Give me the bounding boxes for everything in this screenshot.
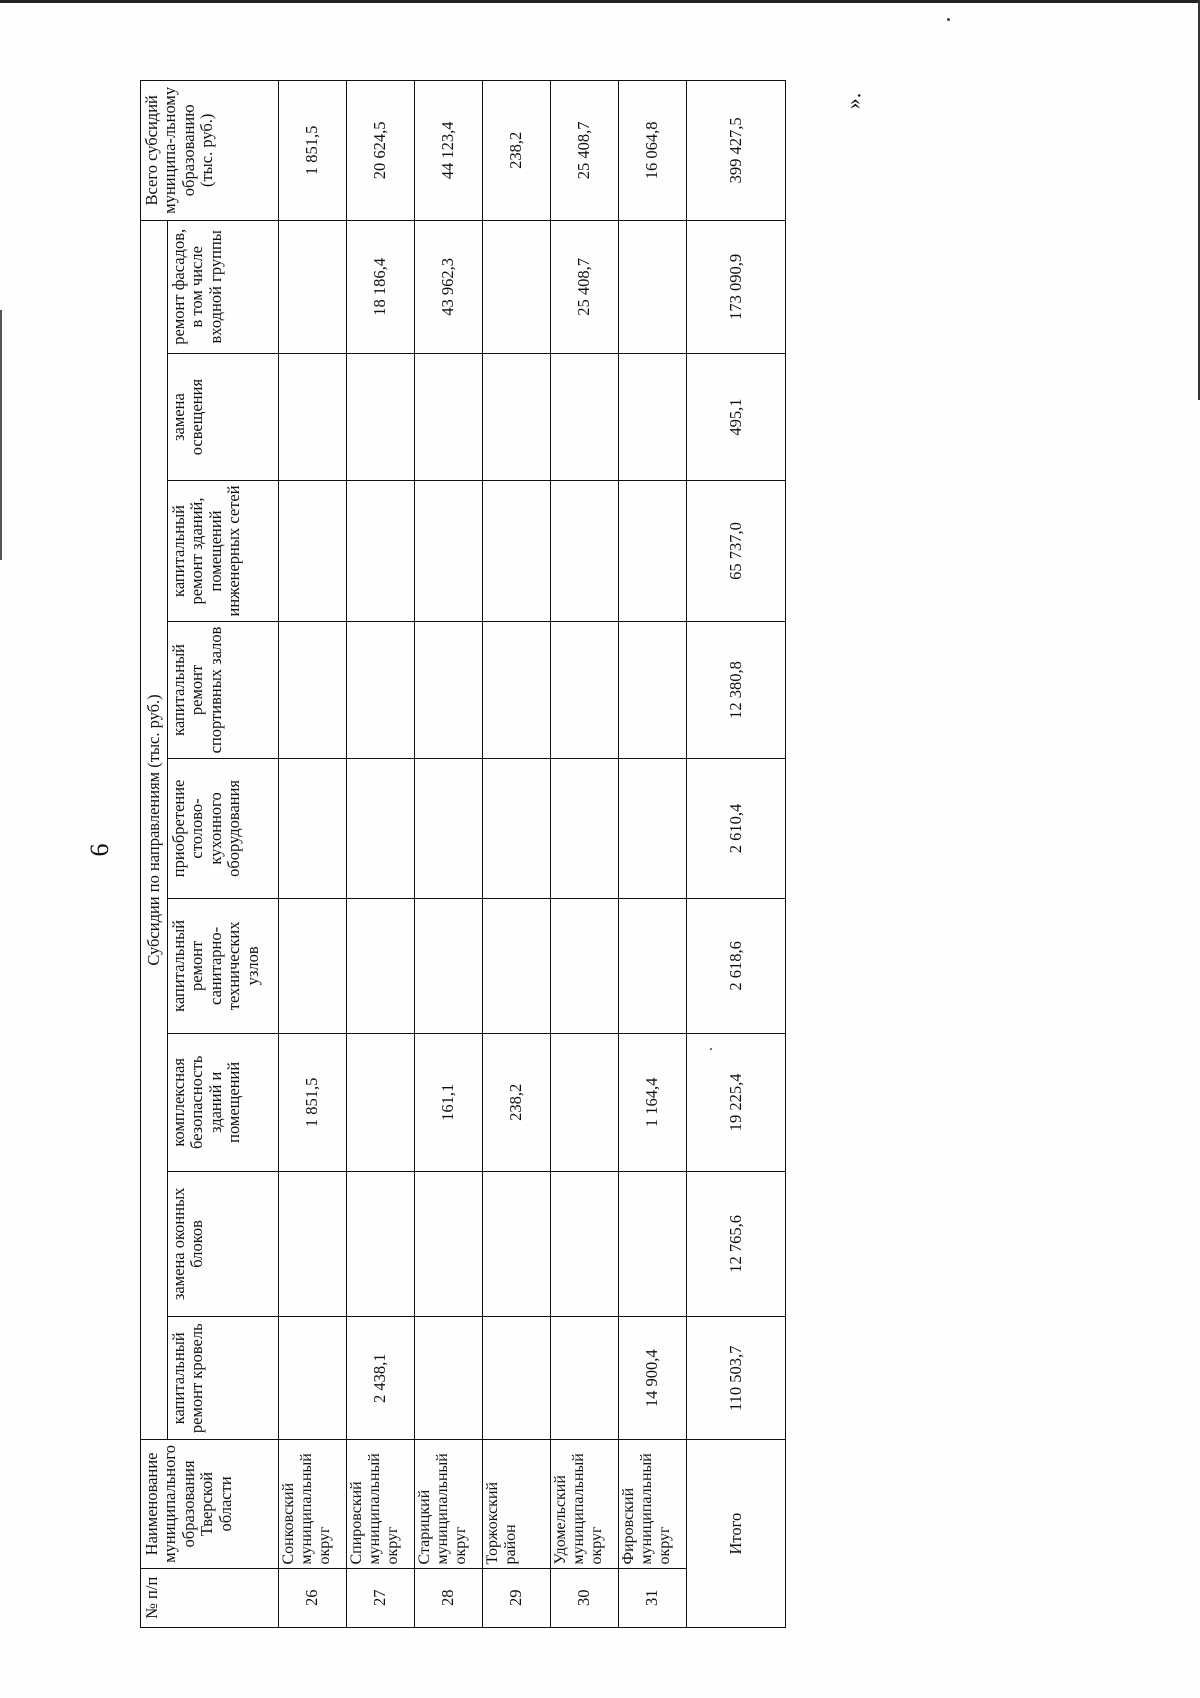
total-value: 12 380,8 bbox=[687, 621, 786, 758]
table-row bbox=[551, 81, 619, 1628]
cell-value bbox=[483, 481, 551, 622]
row-number: 27 bbox=[347, 1568, 415, 1627]
cell-value bbox=[347, 1034, 415, 1171]
cell-value bbox=[483, 220, 551, 353]
header-total-subsidies: Всего субсидий муниципа-льному образованию (тыс. руб.) bbox=[141, 81, 279, 221]
cell-value bbox=[279, 354, 347, 481]
cell-value bbox=[483, 621, 551, 758]
total-value: 2 610,4 bbox=[687, 759, 786, 899]
scan-speck bbox=[947, 18, 950, 21]
cell-value bbox=[279, 481, 347, 622]
header-direction: замена освещения bbox=[168, 354, 279, 481]
cell-value bbox=[347, 759, 415, 899]
row-number: 31 bbox=[619, 1568, 687, 1627]
table-row bbox=[483, 81, 551, 1628]
cell-value: 1 851,5 bbox=[279, 1034, 347, 1171]
scan-edge-top bbox=[0, 0, 1200, 3]
municipality-name: Спировский муниципальный округ bbox=[347, 1440, 415, 1568]
cell-value bbox=[551, 354, 619, 481]
cell-value bbox=[483, 898, 551, 1033]
header-direction: капитальный ремонт зданий, помещений инженерных сетей bbox=[168, 481, 279, 622]
municipality-name: Торжокский район bbox=[483, 1440, 551, 1568]
header-number: № п/п bbox=[141, 1568, 279, 1627]
row-total: 16 064,8 bbox=[619, 81, 687, 221]
cell-value bbox=[551, 481, 619, 622]
table-row bbox=[347, 81, 415, 1628]
header-municipality: Наименование муниципального образования Тверской области bbox=[141, 1440, 279, 1568]
cell-value bbox=[415, 621, 483, 758]
cell-value bbox=[415, 1317, 483, 1440]
cell-value bbox=[347, 1171, 415, 1317]
cell-value bbox=[483, 759, 551, 899]
cell-value bbox=[279, 1171, 347, 1317]
totals-label: Итого bbox=[687, 1440, 786, 1628]
row-number: 26 bbox=[279, 1568, 347, 1627]
cell-value bbox=[619, 1171, 687, 1317]
cell-value bbox=[551, 1034, 619, 1171]
total-value: 12 765,6 bbox=[687, 1171, 786, 1317]
row-total: 25 408,7 bbox=[551, 81, 619, 221]
cell-value bbox=[415, 759, 483, 899]
total-value: 173 090,9 bbox=[687, 220, 786, 353]
municipality-name: Удомельский муниципальный округ bbox=[551, 1440, 619, 1568]
cell-value bbox=[483, 354, 551, 481]
closing-quote-mark: ». bbox=[840, 92, 866, 110]
cell-value bbox=[279, 621, 347, 758]
total-value: 65 737,0 bbox=[687, 481, 786, 622]
cell-value bbox=[551, 898, 619, 1033]
cell-value: 1 164,4 bbox=[619, 1034, 687, 1171]
header-direction: капитальный ремонт кровель bbox=[168, 1317, 279, 1440]
header-subsidies-group: Субсидии по направлениям (тыс. руб.) bbox=[141, 220, 168, 1440]
cell-value bbox=[551, 759, 619, 899]
header-direction: приобретение столово-кухонного оборудования bbox=[168, 759, 279, 899]
municipality-name: Фировский муниципальный округ bbox=[619, 1440, 687, 1568]
cell-value bbox=[619, 220, 687, 353]
cell-value bbox=[619, 898, 687, 1033]
row-number: 28 bbox=[415, 1568, 483, 1627]
row-total: 238,2 bbox=[483, 81, 551, 221]
total-value: 2 618,6 bbox=[687, 898, 786, 1033]
cell-value bbox=[279, 759, 347, 899]
rotated-table-container bbox=[140, 80, 786, 1628]
cell-value bbox=[279, 898, 347, 1033]
municipality-name: Старицкий муниципальный округ bbox=[415, 1440, 483, 1568]
row-total: 20 624,5 bbox=[347, 81, 415, 221]
cell-value: 14 900,4 bbox=[619, 1317, 687, 1440]
cell-value bbox=[551, 1171, 619, 1317]
row-number: 30 bbox=[551, 1568, 619, 1627]
cell-value bbox=[619, 621, 687, 758]
row-number: 29 bbox=[483, 1568, 551, 1627]
cell-value: 2 438,1 bbox=[347, 1317, 415, 1440]
header-direction: ремонт фасадов, в том числе входной группы bbox=[168, 220, 279, 353]
table-row bbox=[279, 81, 347, 1628]
total-value: 110 503,7 bbox=[687, 1317, 786, 1440]
total-value: 495,1 bbox=[687, 354, 786, 481]
cell-value bbox=[619, 759, 687, 899]
cell-value bbox=[279, 220, 347, 353]
header-direction: замена оконных блоков bbox=[168, 1171, 279, 1317]
row-total: 44 123,4 bbox=[415, 81, 483, 221]
cell-value bbox=[415, 354, 483, 481]
cell-value: 238,2 bbox=[483, 1034, 551, 1171]
cell-value bbox=[347, 621, 415, 758]
cell-value: 161,1 bbox=[415, 1034, 483, 1171]
cell-value bbox=[415, 898, 483, 1033]
header-direction: капитальный ремонт санитарно-технических узлов bbox=[168, 898, 279, 1033]
cell-value bbox=[279, 1317, 347, 1440]
municipality-name: Сонковский муниципальный округ bbox=[279, 1440, 347, 1568]
cell-value bbox=[347, 898, 415, 1033]
cell-value bbox=[347, 481, 415, 622]
total-value: 19 225,4 bbox=[687, 1034, 786, 1171]
cell-value bbox=[619, 354, 687, 481]
cell-value bbox=[415, 481, 483, 622]
cell-value bbox=[347, 354, 415, 481]
cell-value bbox=[415, 1171, 483, 1317]
scan-edge-left bbox=[0, 310, 2, 560]
page-number: 6 bbox=[85, 843, 114, 857]
table-row bbox=[619, 81, 687, 1628]
cell-value bbox=[551, 1317, 619, 1440]
cell-value: 43 962,3 bbox=[415, 220, 483, 353]
subsidies-table bbox=[140, 80, 786, 1628]
grand-total: 399 427,5 bbox=[687, 81, 786, 221]
cell-value bbox=[619, 481, 687, 622]
row-total: 1 851,5 bbox=[279, 81, 347, 221]
header-direction: комплексная безопасность зданий и помещений bbox=[168, 1034, 279, 1171]
cell-value bbox=[483, 1171, 551, 1317]
table-row bbox=[415, 81, 483, 1628]
cell-value bbox=[483, 1317, 551, 1440]
header-direction: капитальный ремонт спортивных залов bbox=[168, 621, 279, 758]
cell-value: 18 186,4 bbox=[347, 220, 415, 353]
cell-value bbox=[551, 621, 619, 758]
cell-value: 25 408,7 bbox=[551, 220, 619, 353]
totals-row bbox=[687, 81, 786, 1628]
